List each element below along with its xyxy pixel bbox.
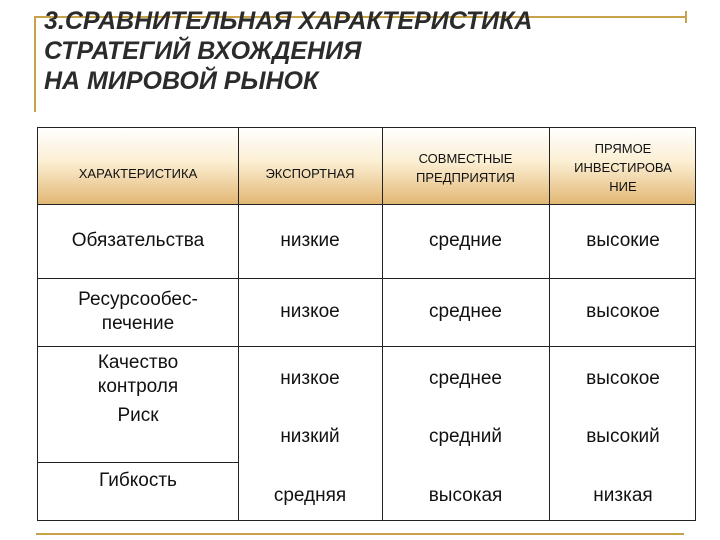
header-joint-ventures: СОВМЕСТНЫЕ ПРЕДПРИЯТИЯ [416, 151, 515, 185]
comparison-table [37, 127, 696, 521]
table-cell: низкий [280, 426, 340, 447]
header-export: ЭКСПОРТНАЯ [265, 165, 355, 181]
table-cell: среднее [429, 301, 502, 322]
row-divider-partial [38, 462, 238, 463]
table-cell: среднее [429, 368, 502, 389]
header-direct-investment: ПРЯМОЕ ИНВЕСТИРОВА НИЕ [574, 140, 672, 194]
table-cell: высокая [428, 485, 503, 506]
table-cell: низкое [280, 301, 340, 322]
slide-title-line-2: СТРАТЕГИЙ ВХОЖДЕНИЯ [44, 37, 362, 65]
slide-title-line-3: НА МИРОВОЙ РЫНОК [44, 67, 319, 95]
decorative-bottom-line [36, 533, 684, 535]
row-label-resources: Ресурсообес- печение [78, 289, 198, 334]
table-cell: высокие [586, 230, 660, 251]
table-cell: средняя [273, 485, 347, 506]
row-label-control-quality: Качество контроля [97, 352, 179, 397]
row-label-flexibility: Гибкость [99, 470, 177, 491]
table-cell: низкие [280, 230, 340, 251]
header-characteristic: ХАРАКТЕРИСТИКА [78, 165, 198, 181]
row-label-obligations: Обязательства [71, 230, 205, 251]
row-label-risk: Риск [117, 405, 159, 426]
table-cell: низкое [280, 368, 340, 389]
table-cell: низкая [593, 485, 653, 506]
table-cell: высокое [586, 368, 660, 389]
slide-title-line-1: 3.СРАВНИТЕЛЬНАЯ ХАРАКТЕРИСТИКА [44, 7, 533, 35]
decorative-left-line [34, 16, 36, 112]
slide-title [44, 6, 664, 96]
table-cell: высокий [586, 426, 660, 447]
table-cell: высокое [586, 301, 660, 322]
table-cell: средние [429, 230, 502, 251]
table-cell: средний [428, 426, 503, 447]
decorative-top-tick [685, 11, 687, 23]
